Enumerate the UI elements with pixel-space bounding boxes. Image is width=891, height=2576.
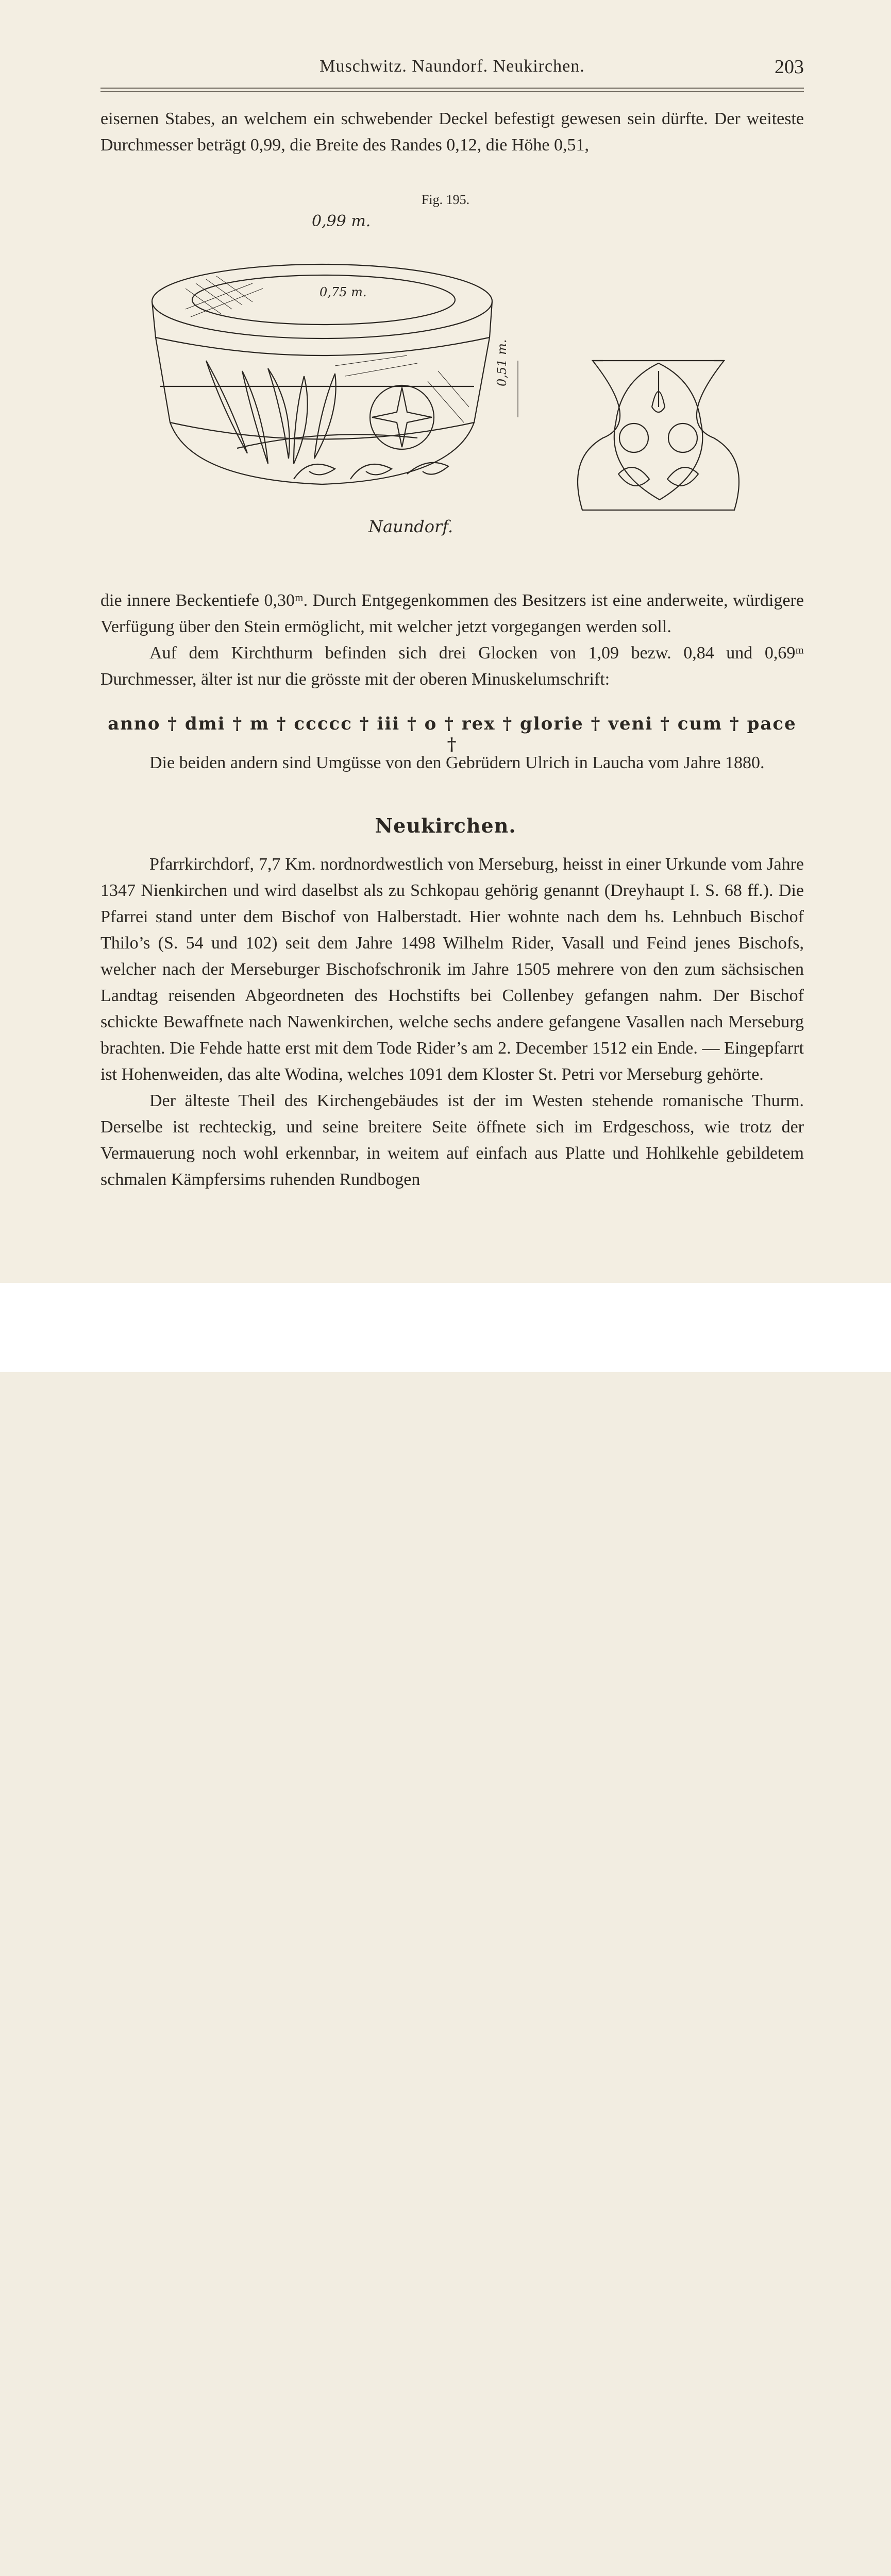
figure-label-inner: 0,75 m. [320, 285, 367, 299]
text-block-mid [100, 587, 804, 692]
running-title: Muschwitz. Naundorf. Neukirchen. [320, 57, 585, 76]
paragraph: Der älteste Theil des Kirchengebäudes ist der im Westen stehende romanische Thurm. Derselbe ist rechteckig, und seine breitere Seite öffnete sich im Erdgeschoss, wie trotz der Vermauerung noch wohl erkennbar, in weitem auf einfach aus Platte und Hohlkehle gebildetem schmalen Kämpfersims ruhenden Rundbogen [100, 1091, 804, 1189]
figure-label-diameter: 0,99 m. [312, 212, 371, 230]
page-number: 203 [775, 56, 804, 78]
figure-basin-drawing [139, 252, 819, 562]
figure-label-place: Naundorf. [368, 517, 453, 536]
paragraph: eisernen Stabes, an welchem ein schwebender Deckel befestigt gewesen sein dürfte. Der weiteste Durchmesser beträgt 0,99, die Breite des Randes 0,12, die Höhe 0,51, [100, 109, 804, 155]
text-block-section [100, 851, 804, 1193]
bell-inscription: anno † dmi † m † ccccc † iii † o † rex † glorie † veni † cum † pace † [108, 714, 797, 755]
section-title: Neukirchen. [375, 814, 516, 837]
running-head [100, 56, 804, 81]
paragraph: Auf dem Kirchthurm befinden sich drei Glocken von 1,09 bezw. 0,84 und 0,69ᵐ Durchmesser, älter ist nur die grösste mit der oberen Minuskelumschrift: [100, 643, 804, 689]
footer-bar [0, 1283, 891, 1372]
figure-label-height: 0,51 m. [495, 339, 509, 386]
basin-illustration [139, 252, 819, 562]
text-block-after-inscription [100, 750, 804, 776]
figure-caption: Fig. 195. [421, 192, 470, 207]
scanned-page [0, 0, 891, 1283]
paragraph: Die beiden andern sind Umgüsse von den Gebrüdern Ulrich in Laucha vom Jahre 1880. [149, 753, 765, 772]
text-block-top [100, 106, 804, 158]
paragraph: die innere Beckentiefe 0,30ᵐ. Durch Entgegenkommen des Besitzers ist eine anderweite, würdigere Verfügung über den Stein ermöglicht, mit welcher jetzt vorgegangen werden soll. [100, 591, 804, 636]
paragraph: Pfarrkirchdorf, 7,7 Km. nordnordwestlich von Merseburg, heisst in einer Urkunde vom Jahre 1347 Nienkirchen und wird daselbst als zu Schkopau gehörig genannt (Dreyhaupt I. S. 68 ff.). Die Pfarrei stand unter dem Bischof von Halberstadt. Hier wohnte nach dem hs. Lehnbuch Bischof Thilo’s (S. 54 und 102) seit dem Jahre 1498 Wilhelm Rider, Vasall und Feind jenes Bischofs, welcher nach der Merseburger Bischofschronik im Jahre 1505 mehrere von den zum sächsischen Landtag reisenden Abgeordneten des Hochstifts bei Collenbey gefangen nahm. Der Bischof schickte Bewaffnete nach Nawenkirchen, welche sechs andere gefangene Vasallen nach Merseburg brachten. Die Fehde hatte erst mit dem Tode Rider’s am 2. December 1512 ein Ende. — Eingepfarrt ist Hohenweiden, das alte Wodina, welches 1091 dem Kloster St. Petri vor Merseburg gehörte. [100, 855, 804, 1084]
header-rule [100, 88, 804, 92]
